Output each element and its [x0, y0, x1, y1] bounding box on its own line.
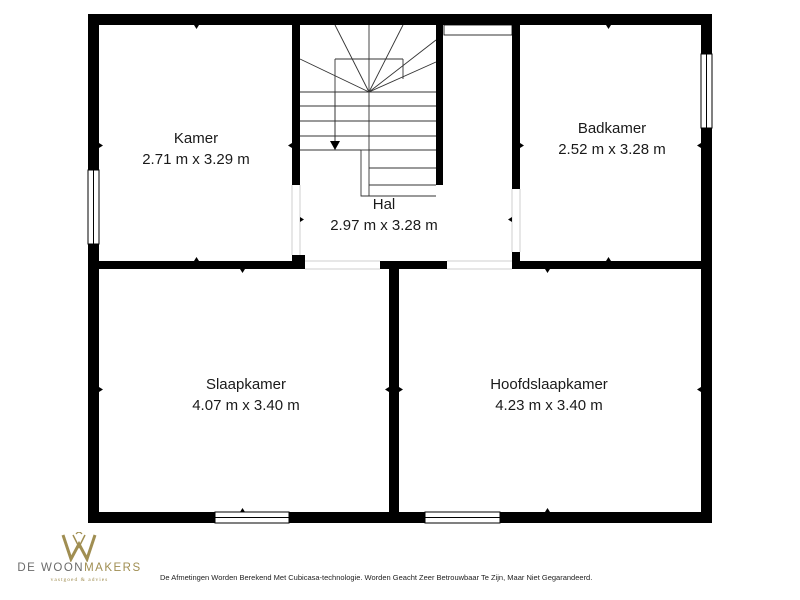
room-size-badkamer: 2.52 m x 3.28 m [558, 141, 666, 158]
room-name-badkamer: Badkamer [577, 120, 647, 137]
disclaimer-text: De Afmetingen Worden Berekend Met Cubicasa-technologie. Worden Geacht Zeer Betrouwbaar Te Zijn, Maar Niet Gegarandeerd. [160, 573, 593, 582]
room-size-hoofdslaapkamer: 4.23 m x 3.40 m [495, 397, 603, 414]
interior-walls [99, 25, 701, 512]
room-size-slaapkamer: 4.07 m x 3.40 m [192, 397, 300, 414]
room-name-kamer: Kamer [173, 130, 219, 147]
brand-name-part1: DE WOON [17, 562, 85, 574]
windows [88, 25, 712, 523]
brand-tagline: vastgoed & advies [50, 577, 109, 583]
w-monogram-icon [59, 532, 99, 562]
room-size-kamer: 2.71 m x 3.29 m [142, 151, 250, 168]
brand-name-part2: MAKERS [84, 562, 142, 574]
room-name-slaapkamer: Slaapkamer [205, 376, 287, 393]
brand-logo [12, 532, 147, 592]
stair-arrow-icon [330, 141, 340, 150]
brand-name [12, 562, 147, 574]
room-size-hal: 2.97 m x 3.28 m [330, 217, 438, 234]
room-name-hoofdslaapkamer: Hoofdslaapkamer [490, 376, 608, 393]
room-name-hal: Hal [372, 196, 396, 213]
staircase [300, 25, 436, 196]
